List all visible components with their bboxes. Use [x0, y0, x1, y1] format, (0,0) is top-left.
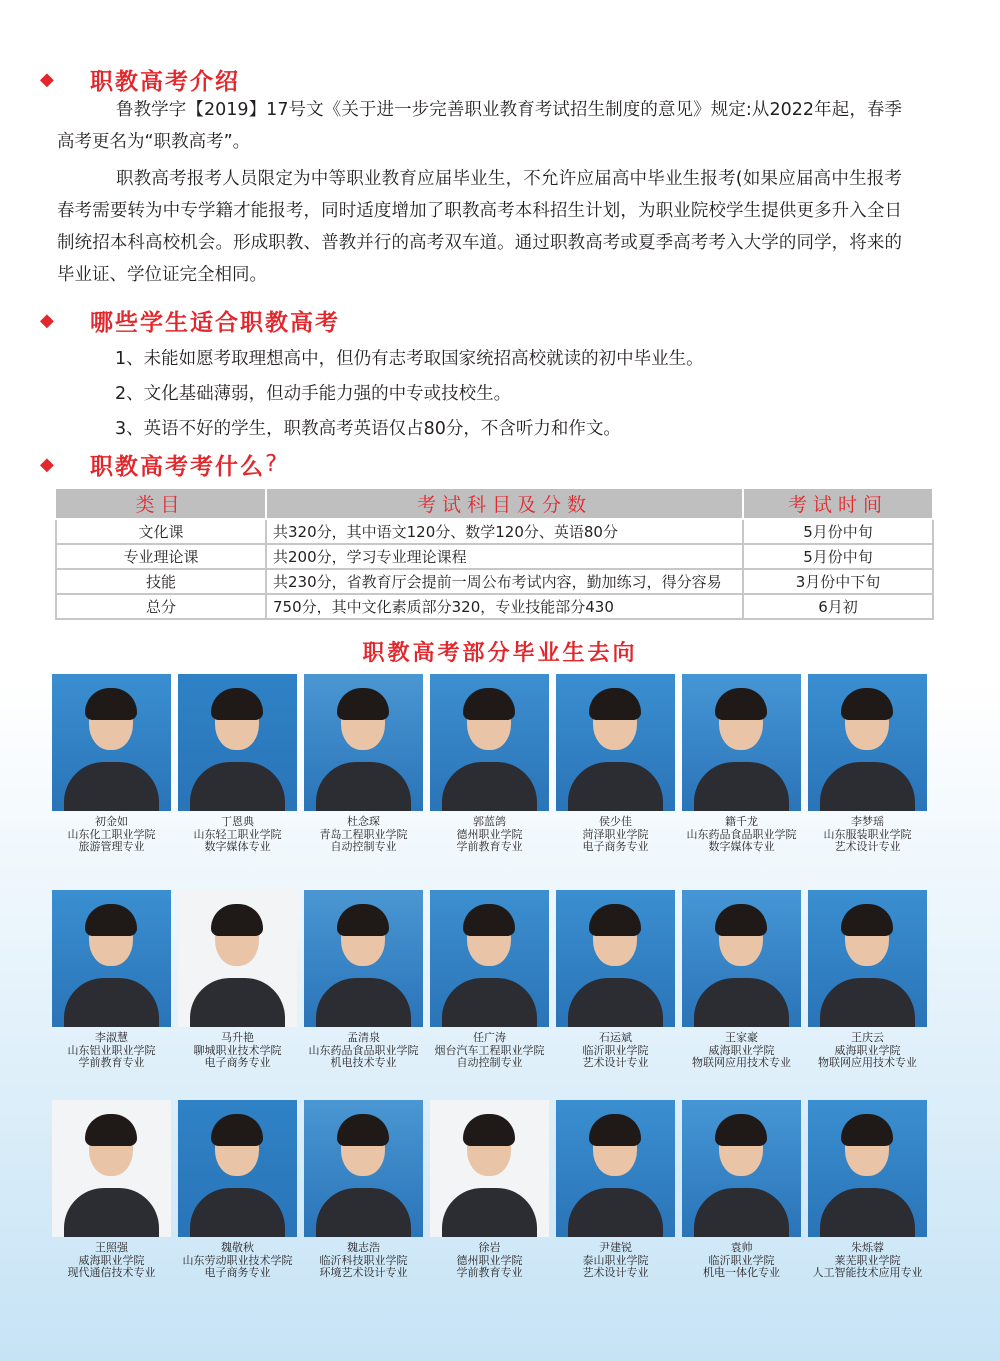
table-cell: 共200分，学习专业理论课程: [266, 544, 743, 569]
graduate-name: 初金如: [95, 815, 128, 828]
table-cell: 文化课: [56, 519, 266, 544]
table-row: [56, 569, 933, 594]
graduate-name: 袁帅: [730, 1241, 753, 1254]
graduate-major: 艺术设计专业: [834, 840, 901, 853]
graduate-name: 王庆云: [851, 1031, 884, 1044]
graduate-major: 自动控制专业: [330, 840, 397, 853]
graduate-card: [556, 890, 675, 1070]
graduate-school: 威海职业学院: [834, 1043, 901, 1057]
graduate-major: 机电一体化专业: [703, 1266, 780, 1279]
graduate-card: [52, 1100, 171, 1280]
graduate-school: 莱芜职业学院: [834, 1253, 901, 1267]
intro-paragraph-1: 鲁教学字【2019】17号文《关于进一步完善职业教育考试招生制度的意见》规定:从2022年起，春季高考更名为“职教高考”。: [57, 100, 902, 152]
table-cell: 750分，其中文化素质部分320，专业技能部分430: [266, 594, 743, 619]
graduate-major: 数字媒体专业: [708, 840, 775, 853]
graduate-card: [52, 674, 171, 854]
diamond-icon: ◆: [40, 68, 56, 90]
graduate-school: 青岛工程职业学院: [319, 827, 408, 841]
graduate-school: 德州职业学院: [456, 827, 523, 841]
table-cell: 总分: [56, 594, 266, 619]
graduate-major: 电子商务专业: [204, 1266, 271, 1279]
graduate-name: 孟清泉: [347, 1031, 380, 1044]
graduate-photo: [682, 674, 801, 811]
graduate-card: [178, 674, 297, 854]
graduate-name: 马升艳: [221, 1031, 254, 1044]
table-cell: 5月份中旬: [743, 519, 933, 544]
graduate-major: 电子商务专业: [582, 840, 649, 853]
graduate-major: 物联网应用技术专业: [692, 1056, 791, 1069]
graduate-card: [682, 674, 801, 854]
section-title-intro: [40, 64, 240, 94]
table-header: 考试科目及分数: [266, 488, 743, 519]
graduate-major: 自动控制专业: [456, 1056, 523, 1069]
graduate-school: 威海职业学院: [78, 1253, 145, 1267]
suitable-item: 2、文化基础薄弱，但动手能力强的中专或技校生。: [115, 384, 512, 404]
graduate-photo: [52, 1100, 171, 1237]
graduate-major: 机电技术专业: [330, 1056, 397, 1069]
graduate-name: 王家豪: [725, 1031, 758, 1044]
graduate-card: [808, 1100, 927, 1280]
graduate-card: [52, 890, 171, 1070]
intro-paragraph-2: 职教高考报考人员限定为中等职业教育应届毕业生，不允许应届高中毕业生报考(如果应届高中生报考春考需要转为中专学籍才能报考，同时适度增加了职教高考本科招生计划，为职业院校学生提供更多升入全日制统招本科高校机会。形成职教、普教并行的高考双车道。通过职教高考或夏季高考考入大学的同学，将来的毕业证、学位证完全相同。: [57, 169, 902, 285]
graduate-photo: [556, 890, 675, 1027]
diamond-icon: ◆: [40, 309, 56, 331]
graduate-school: 德州职业学院: [456, 1253, 523, 1267]
graduate-name: 魏志浩: [347, 1241, 380, 1254]
graduate-card: [808, 674, 927, 854]
table-cell: 3月份中下旬: [743, 569, 933, 594]
diamond-icon: ◆: [40, 453, 56, 475]
section-title-text: 职教高考介绍: [90, 68, 240, 95]
graduate-photo: [808, 890, 927, 1027]
graduate-card: [304, 674, 423, 854]
graduate-photo: [808, 1100, 927, 1237]
graduate-major: 人工智能技术应用专业: [812, 1266, 923, 1279]
graduate-major: 环境艺术设计专业: [319, 1266, 408, 1279]
table-cell: 专业理论课: [56, 544, 266, 569]
graduate-major: 学前教育专业: [456, 840, 523, 853]
table-cell: 共320分，其中语文120分、数学120分、英语80分: [266, 519, 743, 544]
graduate-school: 聊城职业技术学院: [193, 1043, 282, 1057]
section-title-exam: ◆ 职教高考考什么 ?: [40, 449, 279, 479]
graduates-title: 职教高考部分毕业生去向: [362, 641, 638, 666]
graduate-card: [430, 890, 549, 1070]
graduate-photo: [178, 890, 297, 1027]
graduate-school: 临沂职业学院: [708, 1253, 775, 1267]
table-cell: 5月份中旬: [743, 544, 933, 569]
graduate-major: 艺术设计专业: [582, 1056, 649, 1069]
graduate-major: 学前教育专业: [78, 1056, 145, 1069]
graduate-school: 山东轻工职业学院: [193, 827, 282, 841]
graduate-card: [304, 1100, 423, 1280]
graduate-name: 魏敬秋: [221, 1241, 254, 1254]
graduate-major: 旅游管理专业: [78, 840, 145, 853]
graduate-card: [808, 890, 927, 1070]
graduate-photo: [304, 674, 423, 811]
graduate-school: 山东化工职业学院: [67, 827, 156, 841]
graduate-card: [682, 1100, 801, 1280]
graduate-card: [682, 890, 801, 1070]
graduate-photo: [682, 1100, 801, 1237]
graduate-school: 山东服装职业学院: [823, 827, 912, 841]
graduate-card: [304, 890, 423, 1070]
graduate-photo: [682, 890, 801, 1027]
graduate-school: 威海职业学院: [708, 1043, 775, 1057]
graduate-school: 泰山职业学院: [582, 1253, 649, 1267]
graduate-major: 学前教育专业: [456, 1266, 523, 1279]
graduate-name: 任广涛: [473, 1031, 506, 1044]
graduate-school: 山东铝业职业学院: [67, 1043, 156, 1057]
graduate-school: 山东药品食品职业学院: [308, 1043, 419, 1057]
graduate-name: 石运斌: [599, 1031, 632, 1044]
graduate-photo: [556, 1100, 675, 1237]
graduate-school: 山东劳动职业技术学院: [182, 1253, 293, 1267]
table-cell: 技能: [56, 569, 266, 594]
graduate-major: 艺术设计专业: [582, 1266, 649, 1279]
graduate-name: 侯少佳: [599, 815, 632, 828]
table-cell: 共230分，省教育厅会提前一周公布考试内容，勤加练习，得分容易: [266, 569, 743, 594]
graduate-photo: [304, 1100, 423, 1237]
graduate-card: [556, 674, 675, 854]
table-header: 类目: [56, 488, 266, 519]
section-title-text: 哪些学生适合职教高考: [90, 309, 340, 336]
graduate-photo: [304, 890, 423, 1027]
graduate-major: 电子商务专业: [204, 1056, 271, 1069]
table-row: [56, 544, 933, 569]
graduate-school: 山东药品食品职业学院: [686, 827, 797, 841]
graduate-photo: [178, 674, 297, 811]
suitable-item: 1、未能如愿考取理想高中，但仍有志考取国家统招高校就读的初中毕业生。: [115, 349, 704, 369]
table-row: [56, 519, 933, 544]
exam-table: [55, 487, 934, 620]
graduate-photo: [430, 890, 549, 1027]
graduate-photo: [52, 674, 171, 811]
graduate-name: 王照强: [95, 1241, 128, 1254]
graduate-name: 丁恩典: [221, 815, 254, 828]
graduate-photo: [430, 674, 549, 811]
graduate-photo: [430, 1100, 549, 1237]
table-header: 考试时间: [743, 488, 933, 519]
section-title-suitable: [40, 305, 340, 335]
section-title-text: 职教高考考什么: [90, 453, 265, 480]
graduate-card: [430, 674, 549, 854]
graduate-school: 临沂职业学院: [582, 1043, 649, 1057]
graduate-school: 菏泽职业学院: [582, 827, 649, 841]
graduate-major: 物联网应用技术专业: [818, 1056, 917, 1069]
graduate-card: [556, 1100, 675, 1280]
graduate-name: 杜念琛: [347, 815, 380, 828]
graduate-card: [178, 890, 297, 1070]
graduate-name: 李淑慧: [95, 1031, 128, 1044]
table-cell: 6月初: [743, 594, 933, 619]
graduate-name: 朱烁蓉: [851, 1241, 884, 1254]
graduate-photo: [52, 890, 171, 1027]
graduate-major: 数字媒体专业: [204, 840, 271, 853]
table-row: [56, 594, 933, 619]
suitable-item: 3、英语不好的学生，职教高考英语仅占80分，不含听力和作文。: [115, 419, 621, 439]
graduate-card: [430, 1100, 549, 1280]
graduate-card: [178, 1100, 297, 1280]
graduate-school: 临沂科技职业学院: [319, 1253, 408, 1267]
graduate-name: 尹建锐: [599, 1241, 632, 1254]
graduate-name: 郭蓝鸽: [473, 815, 506, 828]
graduate-major: 现代通信技术专业: [67, 1266, 156, 1279]
table-header-row: [56, 488, 933, 519]
graduate-name: 李梦瑶: [851, 815, 884, 828]
graduate-name: 籍千龙: [725, 815, 758, 828]
graduate-school: 烟台汽车工程职业学院: [434, 1043, 545, 1057]
graduate-photo: [178, 1100, 297, 1237]
graduate-photo: [556, 674, 675, 811]
graduate-photo: [808, 674, 927, 811]
graduate-name: 徐岩: [478, 1241, 501, 1254]
